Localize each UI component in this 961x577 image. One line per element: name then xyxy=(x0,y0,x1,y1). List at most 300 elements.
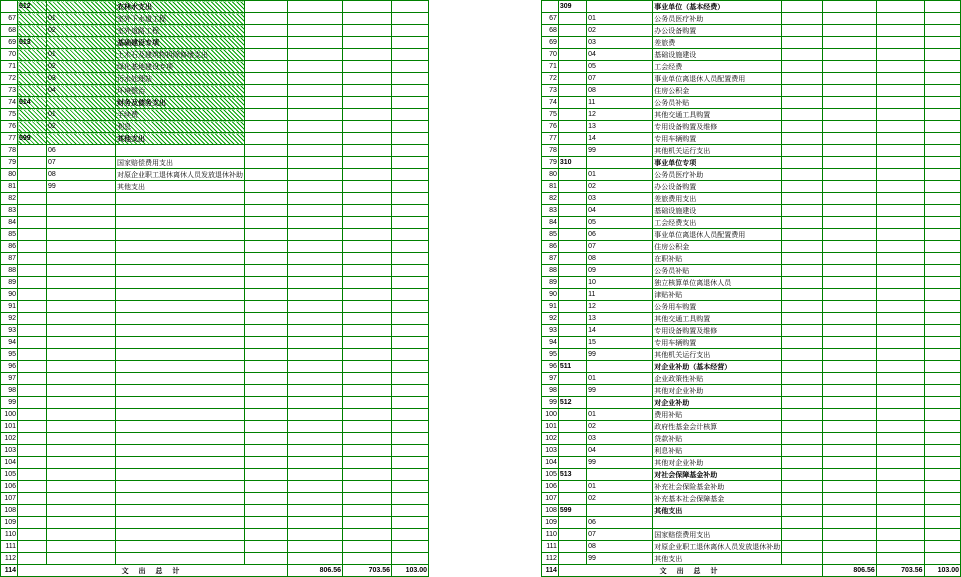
table-row[interactable] xyxy=(542,433,961,445)
cell-amount-4[interactable] xyxy=(392,241,429,253)
cell-code[interactable] xyxy=(558,493,586,505)
cell-item-name[interactable]: 对原企业职工退休离休人员发放退休补助 xyxy=(116,169,245,181)
cell-amount-3[interactable] xyxy=(343,1,392,13)
cell-subcode[interactable]: 01 xyxy=(587,13,653,25)
cell-amount-2[interactable] xyxy=(823,301,876,313)
cell-code[interactable] xyxy=(18,493,47,505)
cell-amount-4[interactable] xyxy=(924,493,960,505)
cell-item-name[interactable]: 基础设施建设 xyxy=(653,205,782,217)
cell-amount-4[interactable] xyxy=(924,133,960,145)
cell-amount-4[interactable] xyxy=(924,385,960,397)
cell-amount-3[interactable] xyxy=(343,301,392,313)
cell-amount-2[interactable] xyxy=(823,433,876,445)
cell-amount-3[interactable] xyxy=(876,1,924,13)
row-header[interactable]: 93 xyxy=(542,325,559,337)
cell-amount-2[interactable] xyxy=(823,373,876,385)
cell-code[interactable]: 512 xyxy=(558,397,586,409)
cell-amount-3[interactable] xyxy=(876,277,924,289)
cell-item-name[interactable]: 事业单位（基本经费） xyxy=(653,1,782,13)
cell-amount-2[interactable] xyxy=(288,409,343,421)
cell-amount-2[interactable] xyxy=(823,421,876,433)
cell-amount-4[interactable] xyxy=(924,49,960,61)
row-header[interactable]: 78 xyxy=(542,145,559,157)
row-header[interactable]: 107 xyxy=(1,493,18,505)
cell-subcode[interactable]: 14 xyxy=(587,325,653,337)
cell-amount-2[interactable] xyxy=(288,385,343,397)
cell-subcode[interactable]: 03 xyxy=(587,193,653,205)
cell-item-name[interactable]: 专用车辆购置 xyxy=(653,337,782,349)
cell-amount-1[interactable] xyxy=(245,373,288,385)
cell-code[interactable] xyxy=(18,361,47,373)
table-row[interactable] xyxy=(1,133,429,145)
table-row[interactable] xyxy=(1,529,429,541)
cell-item-name[interactable] xyxy=(116,337,245,349)
cell-code[interactable] xyxy=(18,505,47,517)
cell-item-name[interactable]: 绿化基地建设专项 xyxy=(116,61,245,73)
cell-item-name[interactable]: 差旅费用支出 xyxy=(653,193,782,205)
row-header[interactable]: 68 xyxy=(1,25,18,37)
cell-amount-2[interactable] xyxy=(288,445,343,457)
cell-code[interactable] xyxy=(18,73,47,85)
cell-subcode[interactable]: 11 xyxy=(587,289,653,301)
cell-amount-2[interactable] xyxy=(823,73,876,85)
cell-item-name[interactable]: 室外下水道工程 xyxy=(116,13,245,25)
cell-amount-4[interactable] xyxy=(392,385,429,397)
cell-amount-1[interactable] xyxy=(245,445,288,457)
table-row[interactable] xyxy=(1,145,429,157)
cell-subcode[interactable]: 04 xyxy=(47,85,116,97)
cell-amount-1[interactable] xyxy=(782,181,823,193)
table-row[interactable] xyxy=(542,241,961,253)
cell-item-name[interactable]: 公务用车购置 xyxy=(653,301,782,313)
table-row[interactable] xyxy=(1,553,429,565)
cell-amount-4[interactable] xyxy=(392,133,429,145)
row-header[interactable]: 114 xyxy=(1,565,18,577)
row-header[interactable]: 90 xyxy=(542,289,559,301)
cell-amount-2[interactable] xyxy=(288,169,343,181)
cell-subcode[interactable]: 01 xyxy=(587,409,653,421)
table-row[interactable] xyxy=(1,49,429,61)
cell-amount-1[interactable] xyxy=(245,145,288,157)
row-header[interactable]: 70 xyxy=(1,49,18,61)
cell-subcode[interactable]: 01 xyxy=(587,481,653,493)
row-header[interactable]: 104 xyxy=(542,457,559,469)
total-value-v3[interactable]: 103.00 xyxy=(392,565,429,577)
row-header[interactable]: 89 xyxy=(1,277,18,289)
cell-amount-4[interactable] xyxy=(392,349,429,361)
table-row[interactable] xyxy=(542,505,961,517)
cell-subcode[interactable]: 01 xyxy=(587,373,653,385)
cell-subcode[interactable] xyxy=(47,517,116,529)
cell-code[interactable] xyxy=(558,481,586,493)
cell-item-name[interactable]: 其他交通工具购置 xyxy=(653,313,782,325)
cell-amount-2[interactable] xyxy=(823,217,876,229)
cell-amount-4[interactable] xyxy=(924,61,960,73)
row-header[interactable]: 106 xyxy=(542,481,559,493)
cell-amount-1[interactable] xyxy=(782,505,823,517)
cell-item-name[interactable] xyxy=(116,253,245,265)
cell-code[interactable] xyxy=(558,205,586,217)
cell-amount-3[interactable] xyxy=(876,445,924,457)
cell-item-name[interactable] xyxy=(116,277,245,289)
cell-amount-3[interactable] xyxy=(343,385,392,397)
cell-amount-1[interactable] xyxy=(782,493,823,505)
cell-item-name[interactable] xyxy=(116,301,245,313)
cell-amount-3[interactable] xyxy=(343,145,392,157)
row-header[interactable]: 79 xyxy=(542,157,559,169)
cell-amount-2[interactable] xyxy=(288,277,343,289)
cell-code[interactable] xyxy=(558,97,586,109)
cell-amount-3[interactable] xyxy=(343,277,392,289)
cell-amount-2[interactable] xyxy=(823,337,876,349)
cell-amount-3[interactable] xyxy=(343,373,392,385)
cell-subcode[interactable] xyxy=(47,289,116,301)
row-header[interactable]: 101 xyxy=(1,421,18,433)
cell-code[interactable] xyxy=(558,325,586,337)
cell-amount-2[interactable] xyxy=(288,553,343,565)
table-row[interactable] xyxy=(542,169,961,181)
cell-amount-1[interactable] xyxy=(245,517,288,529)
cell-amount-2[interactable] xyxy=(288,109,343,121)
cell-amount-1[interactable] xyxy=(782,265,823,277)
cell-amount-4[interactable] xyxy=(392,169,429,181)
table-row[interactable] xyxy=(1,361,429,373)
cell-subcode[interactable] xyxy=(47,433,116,445)
cell-amount-2[interactable] xyxy=(288,205,343,217)
cell-amount-4[interactable] xyxy=(924,517,960,529)
cell-amount-1[interactable] xyxy=(245,289,288,301)
cell-amount-4[interactable] xyxy=(392,541,429,553)
cell-amount-4[interactable] xyxy=(924,397,960,409)
total-value-v3[interactable]: 103.00 xyxy=(924,565,960,577)
cell-amount-3[interactable] xyxy=(876,73,924,85)
cell-item-name[interactable]: 对社会保障基金补助 xyxy=(653,469,782,481)
cell-item-name[interactable]: 对企业补助 xyxy=(653,397,782,409)
row-header[interactable]: 91 xyxy=(542,301,559,313)
cell-item-name[interactable] xyxy=(116,481,245,493)
row-header[interactable]: 88 xyxy=(1,265,18,277)
cell-code[interactable] xyxy=(558,541,586,553)
cell-item-name[interactable]: 事业单位离退休人员配置费用 xyxy=(653,229,782,241)
table-row[interactable] xyxy=(1,325,429,337)
cell-subcode[interactable]: 01 xyxy=(47,49,116,61)
cell-amount-2[interactable] xyxy=(823,481,876,493)
cell-code[interactable] xyxy=(18,205,47,217)
cell-amount-3[interactable] xyxy=(343,109,392,121)
cell-code[interactable] xyxy=(558,337,586,349)
cell-item-name[interactable] xyxy=(116,529,245,541)
cell-item-name[interactable]: 专用设备购置及维修 xyxy=(653,121,782,133)
cell-amount-1[interactable] xyxy=(782,229,823,241)
row-header[interactable]: 71 xyxy=(542,61,559,73)
cell-item-name[interactable]: 工会经费 xyxy=(653,61,782,73)
cell-code[interactable] xyxy=(558,385,586,397)
cell-subcode[interactable]: 08 xyxy=(587,85,653,97)
cell-amount-2[interactable] xyxy=(823,97,876,109)
row-header[interactable]: 100 xyxy=(542,409,559,421)
cell-amount-1[interactable] xyxy=(245,97,288,109)
cell-amount-4[interactable] xyxy=(924,457,960,469)
cell-amount-3[interactable] xyxy=(343,553,392,565)
cell-amount-2[interactable] xyxy=(823,169,876,181)
cell-code[interactable]: 309 xyxy=(558,1,586,13)
table-row[interactable] xyxy=(1,493,429,505)
cell-amount-2[interactable] xyxy=(823,493,876,505)
cell-amount-3[interactable] xyxy=(343,349,392,361)
cell-amount-4[interactable] xyxy=(924,229,960,241)
cell-amount-2[interactable] xyxy=(288,529,343,541)
cell-amount-3[interactable] xyxy=(876,205,924,217)
cell-subcode[interactable]: 99 xyxy=(587,145,653,157)
cell-amount-4[interactable] xyxy=(392,193,429,205)
cell-amount-2[interactable] xyxy=(823,25,876,37)
cell-amount-4[interactable] xyxy=(392,1,429,13)
row-header[interactable]: 94 xyxy=(542,337,559,349)
cell-amount-1[interactable] xyxy=(245,193,288,205)
row-header[interactable]: 77 xyxy=(1,133,18,145)
cell-amount-3[interactable] xyxy=(343,97,392,109)
cell-amount-3[interactable] xyxy=(876,241,924,253)
cell-code[interactable] xyxy=(558,109,586,121)
cell-amount-2[interactable] xyxy=(823,313,876,325)
cell-amount-4[interactable] xyxy=(392,277,429,289)
row-header[interactable]: 68 xyxy=(542,25,559,37)
cell-subcode[interactable] xyxy=(47,241,116,253)
cell-amount-2[interactable] xyxy=(288,61,343,73)
table-row[interactable] xyxy=(542,109,961,121)
cell-subcode[interactable] xyxy=(47,421,116,433)
cell-amount-2[interactable] xyxy=(823,85,876,97)
cell-subcode[interactable] xyxy=(47,385,116,397)
cell-subcode[interactable]: 07 xyxy=(587,241,653,253)
cell-amount-3[interactable] xyxy=(876,253,924,265)
cell-code[interactable] xyxy=(558,301,586,313)
cell-amount-2[interactable] xyxy=(288,433,343,445)
cell-amount-1[interactable] xyxy=(782,13,823,25)
cell-code[interactable]: 599 xyxy=(18,133,47,145)
cell-amount-4[interactable] xyxy=(924,361,960,373)
cell-subcode[interactable]: 02 xyxy=(587,493,653,505)
cell-item-name[interactable]: 企业政策性补贴 xyxy=(653,373,782,385)
cell-item-name[interactable] xyxy=(116,505,245,517)
row-header[interactable]: 81 xyxy=(1,181,18,193)
cell-subcode[interactable] xyxy=(47,37,116,49)
cell-amount-1[interactable] xyxy=(782,481,823,493)
cell-amount-4[interactable] xyxy=(392,37,429,49)
cell-amount-3[interactable] xyxy=(343,253,392,265)
cell-amount-1[interactable] xyxy=(245,301,288,313)
cell-amount-3[interactable] xyxy=(876,133,924,145)
row-header[interactable]: 92 xyxy=(1,313,18,325)
cell-code[interactable] xyxy=(18,409,47,421)
cell-amount-1[interactable] xyxy=(782,289,823,301)
row-header[interactable]: 106 xyxy=(1,481,18,493)
cell-code[interactable]: 310 xyxy=(558,157,586,169)
cell-amount-1[interactable] xyxy=(782,169,823,181)
cell-amount-4[interactable] xyxy=(924,469,960,481)
table-row[interactable] xyxy=(542,529,961,541)
cell-code[interactable] xyxy=(558,421,586,433)
cell-code[interactable] xyxy=(558,409,586,421)
cell-item-name[interactable]: 其他对企业补助 xyxy=(653,457,782,469)
cell-amount-1[interactable] xyxy=(245,481,288,493)
cell-amount-2[interactable] xyxy=(288,241,343,253)
cell-code[interactable] xyxy=(18,385,47,397)
table-row[interactable] xyxy=(1,97,429,109)
cell-amount-4[interactable] xyxy=(392,253,429,265)
cell-subcode[interactable] xyxy=(587,361,653,373)
cell-amount-3[interactable] xyxy=(876,397,924,409)
row-header[interactable]: 99 xyxy=(542,397,559,409)
cell-amount-1[interactable] xyxy=(782,385,823,397)
row-header[interactable]: 110 xyxy=(1,529,18,541)
cell-amount-3[interactable] xyxy=(876,301,924,313)
cell-amount-4[interactable] xyxy=(392,301,429,313)
table-row[interactable] xyxy=(1,313,429,325)
cell-subcode[interactable] xyxy=(587,1,653,13)
cell-subcode[interactable] xyxy=(47,337,116,349)
cell-amount-3[interactable] xyxy=(343,529,392,541)
cell-item-name[interactable]: 补充社会保险基金补助 xyxy=(653,481,782,493)
cell-amount-2[interactable] xyxy=(823,469,876,481)
cell-amount-4[interactable] xyxy=(392,109,429,121)
cell-code[interactable] xyxy=(558,85,586,97)
cell-subcode[interactable]: 04 xyxy=(587,49,653,61)
cell-code[interactable] xyxy=(18,229,47,241)
cell-amount-4[interactable] xyxy=(924,421,960,433)
cell-amount-1[interactable] xyxy=(782,337,823,349)
cell-amount-2[interactable] xyxy=(823,409,876,421)
row-header[interactable]: 85 xyxy=(1,229,18,241)
table-row[interactable] xyxy=(1,169,429,181)
cell-amount-4[interactable] xyxy=(924,157,960,169)
cell-subcode[interactable] xyxy=(47,469,116,481)
table-row[interactable] xyxy=(542,145,961,157)
cell-amount-1[interactable] xyxy=(782,61,823,73)
cell-amount-1[interactable] xyxy=(782,49,823,61)
cell-subcode[interactable]: 02 xyxy=(587,25,653,37)
table-row[interactable] xyxy=(1,481,429,493)
cell-amount-3[interactable] xyxy=(876,25,924,37)
cell-amount-4[interactable] xyxy=(924,409,960,421)
cell-subcode[interactable]: 10 xyxy=(587,277,653,289)
cell-item-name[interactable]: 工会经费支出 xyxy=(653,217,782,229)
cell-amount-4[interactable] xyxy=(392,229,429,241)
cell-amount-2[interactable] xyxy=(288,37,343,49)
cell-amount-4[interactable] xyxy=(392,397,429,409)
cell-amount-1[interactable] xyxy=(782,553,823,565)
cell-amount-2[interactable] xyxy=(823,265,876,277)
cell-amount-4[interactable] xyxy=(924,169,960,181)
cell-subcode[interactable]: 08 xyxy=(47,169,116,181)
cell-amount-2[interactable] xyxy=(823,529,876,541)
table-row[interactable] xyxy=(542,97,961,109)
cell-amount-1[interactable] xyxy=(245,229,288,241)
table-row[interactable] xyxy=(542,337,961,349)
table-row[interactable] xyxy=(542,253,961,265)
cell-subcode[interactable]: 08 xyxy=(587,253,653,265)
cell-subcode[interactable] xyxy=(47,97,116,109)
cell-item-name[interactable]: 利息补贴 xyxy=(653,445,782,457)
cell-amount-2[interactable] xyxy=(288,217,343,229)
cell-item-name[interactable]: 其他支出 xyxy=(653,505,782,517)
table-row[interactable] xyxy=(1,229,429,241)
cell-amount-2[interactable] xyxy=(823,253,876,265)
cell-amount-4[interactable] xyxy=(392,73,429,85)
cell-code[interactable] xyxy=(18,49,47,61)
row-header[interactable]: 86 xyxy=(1,241,18,253)
cell-amount-1[interactable] xyxy=(245,253,288,265)
cell-amount-4[interactable] xyxy=(392,553,429,565)
table-row[interactable] xyxy=(1,349,429,361)
cell-amount-3[interactable] xyxy=(876,361,924,373)
cell-amount-4[interactable] xyxy=(924,529,960,541)
cell-amount-2[interactable] xyxy=(288,157,343,169)
cell-amount-2[interactable] xyxy=(288,457,343,469)
cell-amount-4[interactable] xyxy=(924,73,960,85)
cell-amount-2[interactable] xyxy=(823,289,876,301)
cell-amount-1[interactable] xyxy=(245,529,288,541)
cell-item-name[interactable] xyxy=(116,373,245,385)
cell-amount-3[interactable] xyxy=(876,313,924,325)
cell-code[interactable] xyxy=(18,253,47,265)
cell-subcode[interactable]: 06 xyxy=(47,145,116,157)
row-header[interactable] xyxy=(542,1,559,13)
cell-amount-1[interactable] xyxy=(245,157,288,169)
cell-amount-3[interactable] xyxy=(343,397,392,409)
cell-amount-3[interactable] xyxy=(876,493,924,505)
cell-amount-4[interactable] xyxy=(924,109,960,121)
cell-code[interactable] xyxy=(558,289,586,301)
cell-amount-1[interactable] xyxy=(782,1,823,13)
row-header[interactable]: 67 xyxy=(1,13,18,25)
cell-amount-1[interactable] xyxy=(245,349,288,361)
cell-item-name[interactable] xyxy=(116,541,245,553)
cell-amount-2[interactable] xyxy=(823,37,876,49)
row-header[interactable]: 87 xyxy=(1,253,18,265)
cell-amount-2[interactable] xyxy=(288,373,343,385)
cell-subcode[interactable]: 99 xyxy=(47,181,116,193)
cell-amount-3[interactable] xyxy=(876,421,924,433)
row-header[interactable]: 82 xyxy=(1,193,18,205)
total-value-v2[interactable]: 703.56 xyxy=(343,565,392,577)
cell-amount-2[interactable] xyxy=(823,241,876,253)
table-row[interactable] xyxy=(1,445,429,457)
cell-amount-1[interactable] xyxy=(245,277,288,289)
table-row[interactable] xyxy=(1,421,429,433)
row-header[interactable]: 71 xyxy=(1,61,18,73)
cell-code[interactable] xyxy=(18,109,47,121)
cell-amount-3[interactable] xyxy=(343,289,392,301)
cell-subcode[interactable] xyxy=(47,553,116,565)
table-row[interactable] xyxy=(542,133,961,145)
cell-amount-3[interactable] xyxy=(343,505,392,517)
cell-item-name[interactable]: 利息 xyxy=(116,121,245,133)
table-row[interactable] xyxy=(542,469,961,481)
cell-amount-1[interactable] xyxy=(782,313,823,325)
cell-item-name[interactable]: 基础设施建设 xyxy=(653,49,782,61)
cell-amount-2[interactable] xyxy=(288,13,343,25)
cell-subcode[interactable] xyxy=(47,217,116,229)
cell-code[interactable] xyxy=(18,421,47,433)
cell-subcode[interactable] xyxy=(47,397,116,409)
cell-item-name[interactable]: 独立核算单位离退休人员 xyxy=(653,277,782,289)
cell-item-name[interactable]: 办公设备购置 xyxy=(653,25,782,37)
row-header[interactable]: 87 xyxy=(542,253,559,265)
cell-amount-4[interactable] xyxy=(924,313,960,325)
cell-code[interactable] xyxy=(558,229,586,241)
cell-amount-2[interactable] xyxy=(288,301,343,313)
